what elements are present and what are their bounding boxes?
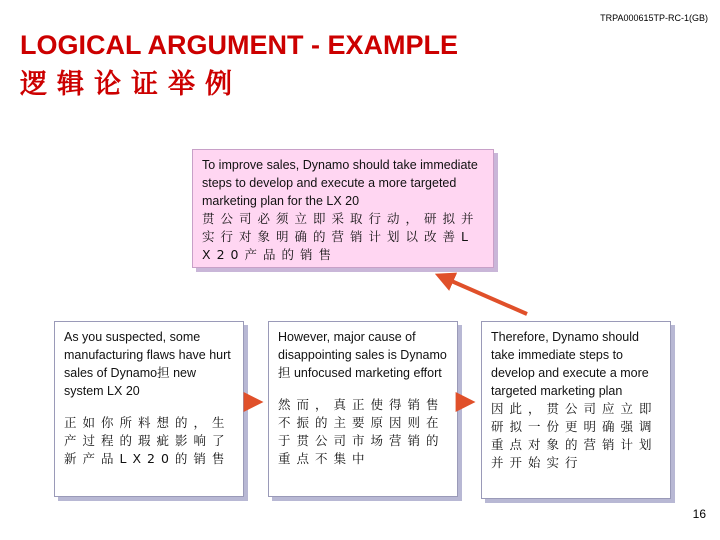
page-title-chinese: 逻辑论证举例 — [20, 69, 242, 100]
support-text-en: Therefore, Dynamo should take immediate steps to develop and execute a more targeted marketing plan — [491, 330, 649, 398]
arrow-support3-to-conclusion — [440, 276, 527, 314]
page-title: LOGICAL ARGUMENT - EXAMPLE — [20, 30, 458, 60]
document-id: TRPA000615TP-RC-1(GB) — [600, 13, 708, 23]
support-text-zh: 然而，真正使得销售不振的主要原因则在于贯公司市场营销的重点不集中 — [278, 397, 445, 466]
support-text-en: As you suspected, some manufacturing flaws have hurt sales of Dynamo担 new system LX 20 — [64, 330, 231, 398]
conclusion-text-zh: 贯公司必须立即采取行动，研拟并实行对象明确的营销计划以改善LX20产品的销售 — [202, 211, 480, 262]
support-text-zh: 因此，贯公司应立即研拟一份更明确强调重点对象的营销计划并开始实行 — [491, 401, 658, 470]
support-text-zh: 正如你所料想的，生产过程的瑕疵影响了新产品LX20的销售 — [64, 415, 231, 466]
support-text-en: However, major cause of disappointing sales is Dynamo担 unfocused marketing effort — [278, 330, 447, 380]
conclusion-text-en: To improve sales, Dynamo should take immediate steps to develop and execute a more targeted marketing plan for the LX 20 — [202, 158, 478, 208]
page-number: 16 — [692, 507, 706, 521]
